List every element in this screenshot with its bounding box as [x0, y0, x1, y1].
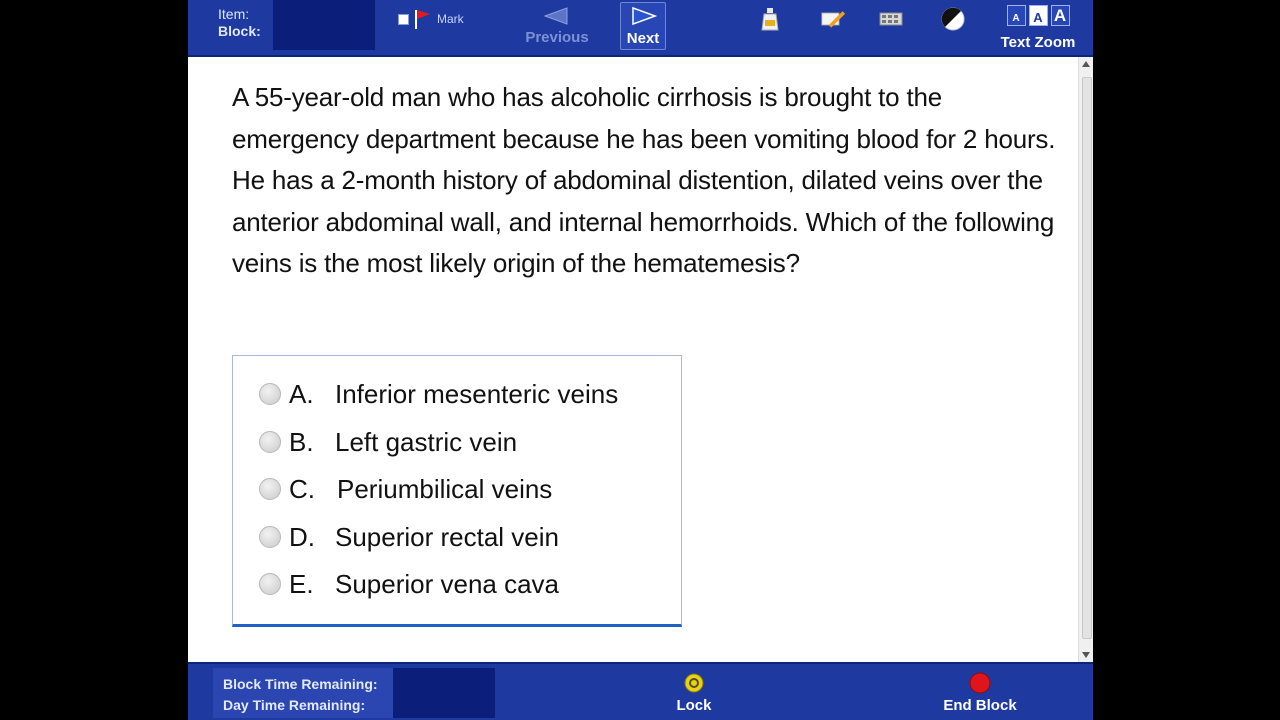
option-text: Superior rectal vein	[335, 521, 559, 552]
arrow-left-icon	[543, 6, 571, 26]
radio-button[interactable]	[259, 383, 281, 405]
contrast-icon[interactable]	[940, 6, 966, 32]
vertical-scrollbar[interactable]	[1078, 57, 1093, 662]
zoom-small-button[interactable]: A	[1007, 5, 1026, 26]
answer-option-e[interactable]	[259, 564, 559, 604]
answer-option-d[interactable]	[259, 517, 559, 557]
answer-option-a[interactable]	[259, 374, 618, 414]
previous-label: Previous	[525, 29, 589, 46]
radio-button[interactable]	[259, 431, 281, 453]
option-letter: E.	[289, 568, 314, 599]
day-time-label: Day Time Remaining:	[223, 697, 366, 713]
option-text: Left gastric vein	[335, 426, 518, 457]
text-zoom-control	[988, 3, 1088, 51]
zoom-medium-button[interactable]: A	[1029, 5, 1048, 26]
flag-icon	[413, 8, 433, 30]
item-block-labels	[218, 6, 261, 40]
lock-label: Lock	[676, 697, 712, 714]
item-label: Item:	[218, 6, 250, 22]
top-toolbar	[188, 0, 1093, 57]
mark-label: Mark	[437, 12, 464, 26]
option-letter: B.	[289, 426, 314, 457]
next-label: Next	[626, 30, 660, 47]
scroll-thumb[interactable]	[1082, 77, 1092, 639]
block-time-label: Block Time Remaining:	[223, 676, 378, 692]
mark-control[interactable]	[398, 8, 464, 30]
radio-button[interactable]	[259, 573, 281, 595]
option-text: Periumbilical veins	[337, 473, 553, 504]
end-block-label: End Block	[943, 697, 1017, 714]
answer-option-c[interactable]	[259, 469, 552, 509]
previous-button[interactable]	[522, 2, 592, 48]
exam-window	[188, 0, 1093, 720]
time-value-box	[393, 668, 495, 718]
lock-button[interactable]	[639, 668, 749, 720]
mark-checkbox[interactable]	[398, 14, 409, 25]
option-text: Superior vena cava	[335, 568, 560, 599]
block-label: Block:	[218, 23, 261, 39]
notes-icon[interactable]	[820, 6, 846, 32]
bottom-bar	[188, 662, 1093, 720]
lock-icon	[683, 672, 705, 694]
question-stem: A 55-year-old man who has alcoholic cirrhosis is brought to the emergency department because he has been vomiting blood for 2 hours. He has a 2-month history of abdominal distention, dilated veins over the anterior abdominal wall, and internal hemorrhoids. Which of the following veins is the most likely origin of the hematemesis?	[232, 82, 1056, 278]
end-block-button[interactable]	[925, 668, 1035, 720]
option-letter: A.	[289, 378, 314, 409]
item-block-value-box	[273, 0, 375, 50]
question-pane	[188, 57, 1078, 662]
text-zoom-label: Text Zoom	[1000, 34, 1076, 51]
scroll-down-arrow-icon[interactable]	[1082, 652, 1090, 658]
arrow-right-icon	[629, 6, 657, 26]
option-letter: C.	[289, 473, 315, 504]
radio-button[interactable]	[259, 526, 281, 548]
next-button[interactable]	[620, 2, 666, 50]
answer-choices	[232, 355, 682, 627]
radio-button[interactable]	[259, 478, 281, 500]
scroll-up-arrow-icon[interactable]	[1082, 61, 1090, 67]
calculator-icon[interactable]	[878, 6, 904, 32]
zoom-large-button[interactable]: A	[1051, 5, 1070, 26]
lab-values-icon[interactable]	[758, 6, 784, 32]
answer-option-b[interactable]	[259, 422, 517, 462]
stop-circle-icon	[968, 671, 992, 695]
option-text: Inferior mesenteric veins	[335, 378, 619, 409]
option-letter: D.	[289, 521, 315, 552]
